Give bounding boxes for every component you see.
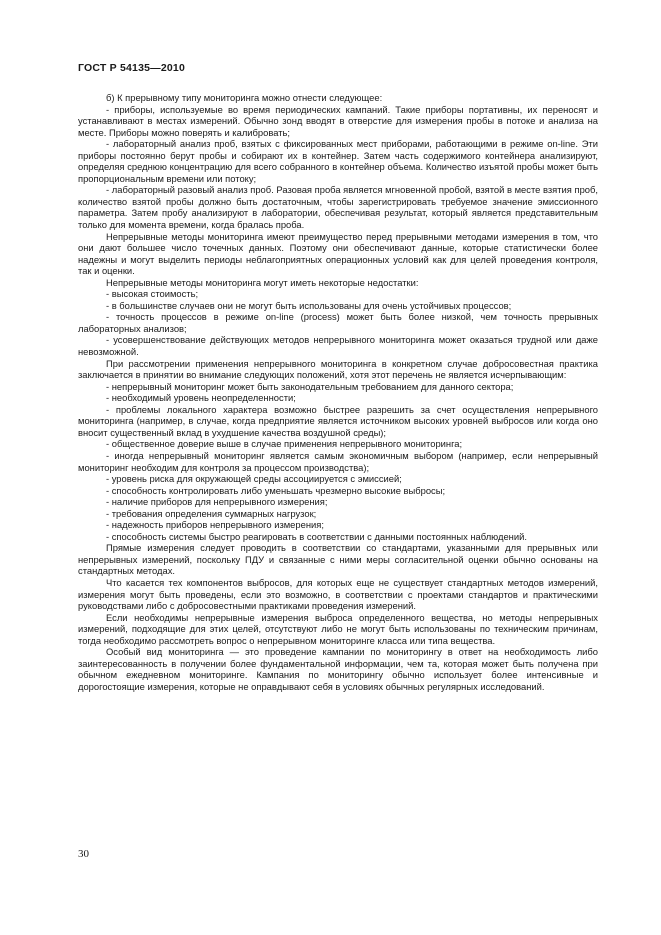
document-code-header: ГОСТ Р 54135—2010 <box>78 62 186 74</box>
list-item: - в большинстве случаев они не могут быть использованы для очень устойчивых процессов; <box>106 299 512 311</box>
list-item: - усовершенствование действующих методов непрерывного мониторинга может оказаться трудной или даже невозможной. <box>78 334 598 358</box>
list-item: - надежность приборов непрерывного измерения; <box>106 519 324 531</box>
list-item: - общественное доверие выше в случае применения непрерывного мониторинга; <box>106 438 463 450</box>
list-item: - лабораторный анализ проб, взятых с фиксированных мест приборами, работающими в режиме on-line. Эти приборы постоянно берут пробы и собирают их в контейнер. Затем часть содержимого контейнера анализируют, определяя среднюю концентрацию для всего собранного в контейнер объема. Количество изъятой пробы может быть пропорциональным времени или потоку; <box>78 138 598 184</box>
paragraph: Непрерывные методы мониторинга имеют преимущество перед прерывными методами измерения в том, что они дают большее число точечных данных. Поэтому они обеспечивают данные, которые статистически более надежны и могут выделить периоды неблагоприятных операционных условий как для целей проведения контроля, так и оценки. <box>78 230 598 277</box>
list-item: - точность процессов в режиме on-line (process) может быть более низкой, чем точность прерывных лабораторных анализов; <box>78 311 598 334</box>
list-item: - высокая стоимость; <box>106 288 199 300</box>
paragraph: Особый вид мониторинга — это проведение кампании по мониторингу в ответ на необходимость либо заинтересованность в получении более фундаментальной информации, чем та, которая может быть получена при обычном ежедневном мониторинге. Кампания по мониторингу обычно использует более интенсивные и дорогостоящие измерения, которые не оправдывают себя в условиях обычных регулярных исследований. <box>78 646 598 692</box>
paragraph: Если необходимы непрерывные измерения выброса определенного вещества, но методы непрерывных измерений, подходящие для этих целей, отсутствуют либо не могут быть использованы по техническим причинам, тогда необходимо рассмотреть вопрос о непрерывном мониторинге класса или типа вещества. <box>78 611 598 646</box>
paragraph: При рассмотрении применения непрерывного мониторинга в конкретном случае добросовестная практика заключается в принятии во внимание следующих положений, хотя этот перечень не является исчерпывающим: <box>78 357 598 381</box>
list-item: - наличие приборов для непрерывного измерения; <box>106 496 328 508</box>
paragraph: Что касается тех компонентов выбросов, для которых еще не существует стандартных методов измерений, измерения могут быть проведены, если это возможно, в соответствии с проектами стандартов и практическими руководствами либо с добросовестными практиками проведения измерений. <box>78 576 598 612</box>
list-item: - приборы, используемые во время периодических кампаний. Такие приборы портативны, их переносят и устанавливают в местах измерений. Обычно зонд вводят в отверстие для измерения пробы в потоке и анализа на месте. Приборы можно поверять и калибровать; <box>78 103 598 138</box>
list-item: - проблемы локального характера возможно быстрее разрешить за счет осуществления непрерывного мониторинга (например, в случае, когда предприятие является источником высоких уровней выбросов или когда оно вносит существенный вклад в ухудшение качества воздушной среды); <box>78 403 598 438</box>
paragraph: Прямые измерения следует проводить в соответствии со стандартами, указанными для прерывных или непрерывных измерений, поскольку ПДУ и связанные с ними меры согласительной оценки обычно основаны на стандартных методах. <box>78 542 598 577</box>
list-item: - непрерывный мониторинг может быть законодательным требованием для данного сектора; <box>106 380 514 392</box>
list-item: - способность системы быстро реагировать в соответствии с данными постоянных наблюдений. <box>106 530 527 542</box>
list-item: - требования определения суммарных нагрузок; <box>106 507 317 519</box>
list-item: - иногда непрерывный мониторинг является самым экономичным выбором (например, если непрерывный мониторинг необходим для контроля за процессом производства); <box>78 449 598 473</box>
list-item: - лабораторный разовый анализ проб. Разовая проба является мгновенной пробой, взятой в месте взятия проб, количество взятой пробы должно быть достаточным, чтобы зарегистрировать требуемое значение эмиссионного параметра. Затем пробу анализируют в лаборатории, обеспечивая результат, который является представительным только для момента времени, когда бралась проба. <box>78 184 598 231</box>
paragraph: Непрерывные методы мониторинга могут иметь некоторые недостатки: <box>106 276 419 288</box>
page-number: 30 <box>78 848 89 860</box>
list-item: - способность контролировать либо уменьшать чрезмерно высокие выбросы; <box>106 484 446 496</box>
document-body <box>78 92 598 692</box>
paragraph: б) К прерывному типу мониторинга можно отнести следующее: <box>106 92 383 103</box>
list-item: - уровень риска для окружающей среды ассоциируется с эмиссией; <box>106 473 402 485</box>
list-item: - необходимый уровень неопределенности; <box>106 392 296 404</box>
